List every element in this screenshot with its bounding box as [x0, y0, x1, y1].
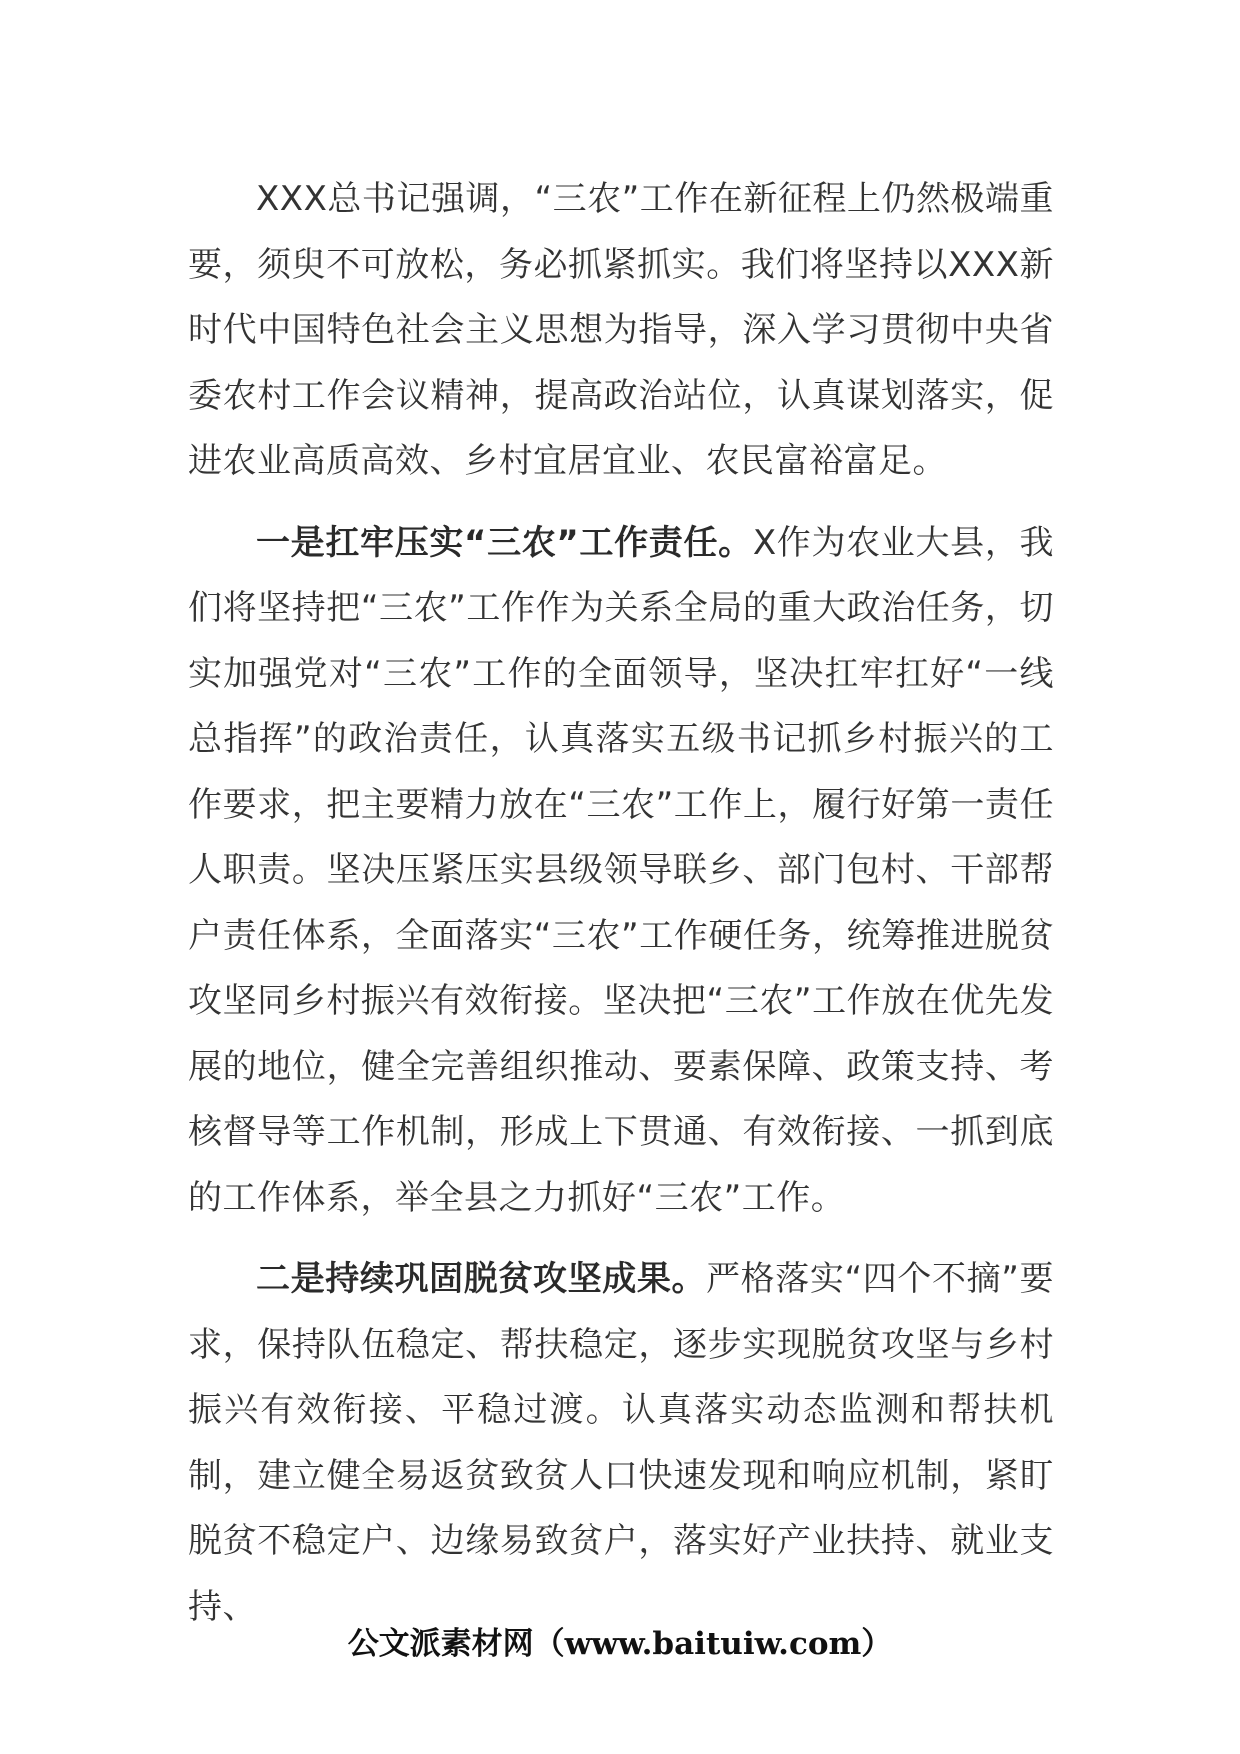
paragraph-intro — [188, 167, 1054, 495]
paragraph-text: X作为农业大县，我们将坚持把“三农”工作作为关系全局的重大政治任务，切实加强党对“三农”工作的全面领导，坚决扛牢扛好“一线总指挥”的政治责任，认真落实五级书记抓乡村振兴的工作要求，把主要精力放在“三农”工作上，履行好第一责任人职责。坚决压紧压实县级领导联乡、部门包村、干部帮户责任体系，全面落实“三农”工作硬任务，统筹推进脱贫攻坚同乡村振兴有效衔接。坚决把“三农”工作放在优先发展的地位，健全完善组织推动、要素保障、政策支持、考核督导等工作机制，形成上下贯通、有效衔接、一抓到底的工作体系，举全县之力抓好“三农”工作。 — [188, 522, 1054, 1218]
paragraph-lead: 一是扛牢压实“三农”工作责任。 — [256, 522, 753, 563]
document-body — [188, 167, 1054, 1656]
paragraph-poverty-alleviation — [188, 1247, 1054, 1640]
paragraph-lead: 二是持续巩固脱贫攻坚成果。 — [256, 1259, 707, 1299]
paragraph-text: XXX总书记强调，“三农”工作在新征程上仍然极端重要，须臾不可放松，务必抓紧抓实。我们将坚持以XXX新时代中国特色社会主义思想为指导，深入学习贯彻中央省委农村工作会议精神，提高政治站位，认真谋划落实，促进农业高质高效、乡村宜居宜业、农民富裕富足。 — [188, 179, 1054, 481]
footer-watermark: 公文派素材网（www.baituiw.com） — [347, 1626, 893, 1662]
paragraph-text: 严格落实“四个不摘”要求，保持队伍稳定、帮扶稳定，逐步实现脱贫攻坚与乡村振兴有效衔接、平稳过渡。认真落实动态监测和帮扶机制，建立健全易返贫致贫人口快速发现和响应机制，紧盯脱贫不稳定户、边缘易致贫户，落实好产业扶持、就业支持、 — [188, 1259, 1054, 1627]
paragraph-responsibility — [188, 511, 1054, 1232]
